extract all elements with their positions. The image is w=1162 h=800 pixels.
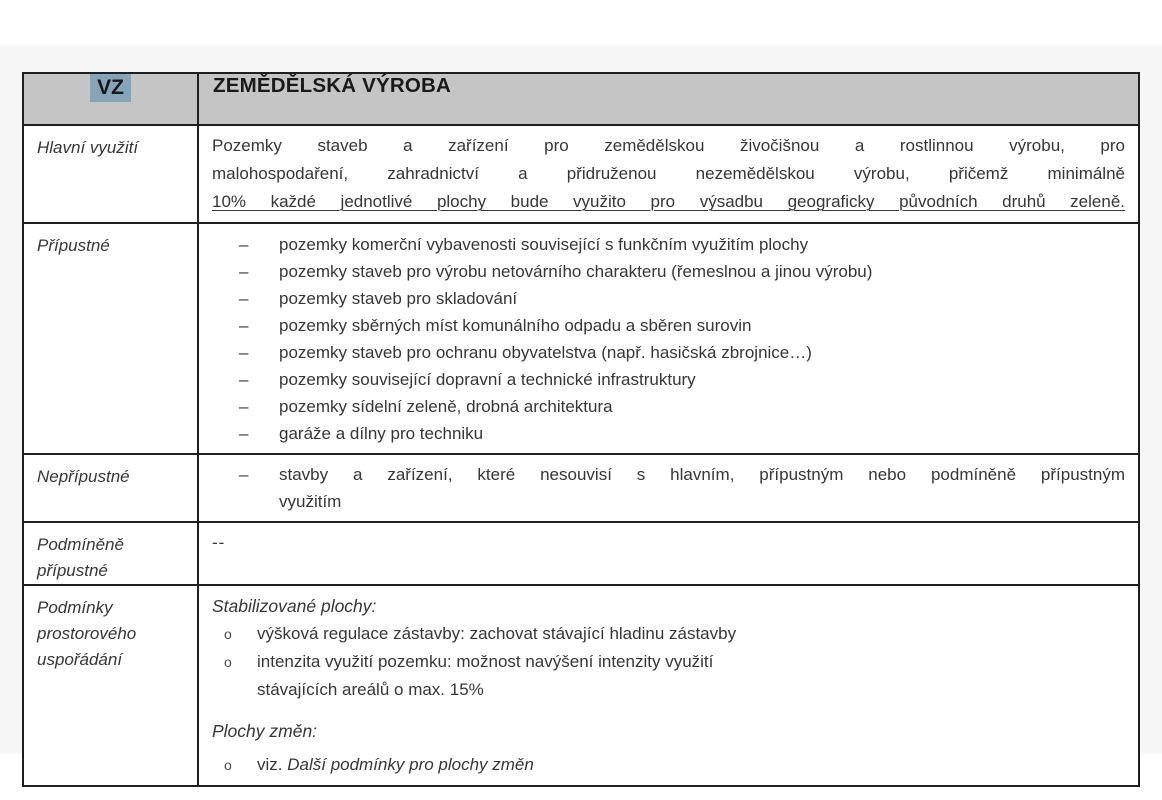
- reference-title: Další podmínky pro plochy změn: [287, 755, 534, 774]
- dash-bullet: –: [239, 397, 249, 416]
- bullet-item: [212, 620, 1125, 648]
- spacer: [212, 704, 1125, 717]
- indent-spacer: [212, 488, 279, 515]
- nepripustne-content-cell: [198, 454, 1139, 522]
- list-item: [212, 461, 1125, 488]
- pripustne-content-cell: [198, 223, 1139, 454]
- list-item: [212, 285, 1125, 312]
- dash-bullet: –: [239, 343, 249, 362]
- bullet-line: intenzita využití pozemku: možnost navýšení intenzity využití: [257, 652, 714, 671]
- list-item-text: pozemky související dopravní a technické infrastruktury: [279, 370, 696, 389]
- zone-title: ZEMĚDĚLSKÁ VÝROBA: [198, 73, 1139, 125]
- list-item: [212, 366, 1125, 393]
- dash-bullet: –: [239, 289, 249, 308]
- row-pripustne: [23, 223, 1139, 454]
- underlined-text: 10% každé jednotlivé plochy bude využito pro výsadbu geograficky původních druhů zeleně.: [212, 192, 1125, 211]
- section-heading-plochy-zmen: Plochy změn:: [212, 721, 318, 741]
- list-item: [212, 339, 1125, 366]
- dash-bullet: –: [239, 316, 249, 335]
- podminky-content-cell: [198, 585, 1139, 786]
- circle-bullet: o: [224, 757, 232, 773]
- list-item: [212, 312, 1125, 339]
- section-heading-stabilizovane: Stabilizované plochy:: [212, 596, 377, 616]
- dash-bullet: –: [239, 262, 249, 281]
- dash-bullet: –: [239, 370, 249, 389]
- list-item: [212, 393, 1125, 420]
- list-item-text: stavby a zařízení, které nesouvisí s hlavním, přípustným nebo podmíněně přípustným: [279, 465, 1125, 484]
- row-label-pripustne: Přípustné: [23, 223, 198, 454]
- row-label-podminky: Podmínky prostorového uspořádání: [23, 585, 198, 786]
- paragraph-line: malohospodaření, zahradnictví a přidruženou nezemědělskou výrobu, přičemž minimálně: [212, 164, 1125, 183]
- row-label-podminene: Podmíněně přípustné: [23, 522, 198, 585]
- row-label-hlavni: Hlavní využití: [23, 125, 198, 223]
- list-item-continuation: [212, 488, 1125, 515]
- zone-code-cell: [23, 73, 198, 125]
- list-item: [212, 258, 1125, 285]
- bullet-item-text: výšková regulace zástavby: zachovat stávající hladinu zástavby: [257, 624, 737, 643]
- podminene-content-cell: [198, 522, 1139, 585]
- reference-prefix: viz.: [257, 755, 288, 774]
- list-item-text: garáže a dílny pro techniku: [279, 424, 484, 443]
- circle-bullet: o: [224, 626, 232, 642]
- zoning-regulation-table: [22, 72, 1140, 787]
- list-item-text: pozemky sídelní zeleně, drobná architektura: [279, 397, 613, 416]
- dash-bullet: –: [239, 235, 249, 254]
- list-item-text: pozemky sběrných míst komunálního odpadu a sběren surovin: [279, 316, 752, 335]
- list-item-text: pozemky staveb pro skladování: [279, 289, 518, 308]
- circle-bullet: o: [224, 654, 232, 670]
- row-nepripustne: [23, 454, 1139, 522]
- bullet-item: [212, 751, 1125, 779]
- zone-code-badge: VZ: [90, 74, 131, 102]
- list-item-text: pozemky komerční vybavenosti související s funkčním využitím plochy: [279, 235, 809, 254]
- row-podminky-usporadani: [23, 585, 1139, 786]
- paragraph-line-underlined: [212, 188, 1125, 216]
- bullet-item-text: [257, 751, 1125, 779]
- paragraph-line: Pozemky staveb a zařízení pro zemědělskou živočišnou a rostlinnou výrobu, pro: [212, 136, 1125, 155]
- list-item: [212, 231, 1125, 258]
- dash-bullet: –: [239, 465, 249, 484]
- hlavni-content-cell: [198, 125, 1139, 223]
- bullet-line: stávajících areálů o max. 15%: [257, 680, 484, 699]
- dash-bullet: –: [239, 424, 249, 443]
- empty-value: --: [212, 533, 226, 552]
- bullet-item-text: [257, 648, 1125, 704]
- row-podminene-pripustne: [23, 522, 1139, 585]
- list-item: [212, 420, 1125, 447]
- bullet-item: [212, 648, 1125, 704]
- row-hlavni-vyuziti: [23, 125, 1139, 223]
- list-item-text: využitím: [279, 492, 342, 511]
- list-item-text: pozemky staveb pro ochranu obyvatelstva (např. hasičská zbrojnice…): [279, 343, 812, 362]
- row-label-nepripustne: Nepřípustné: [23, 454, 198, 522]
- table-header-row: [23, 73, 1139, 125]
- list-item-text: pozemky staveb pro výrobu netovárního charakteru (řemeslnou a jinou výrobu): [279, 262, 873, 281]
